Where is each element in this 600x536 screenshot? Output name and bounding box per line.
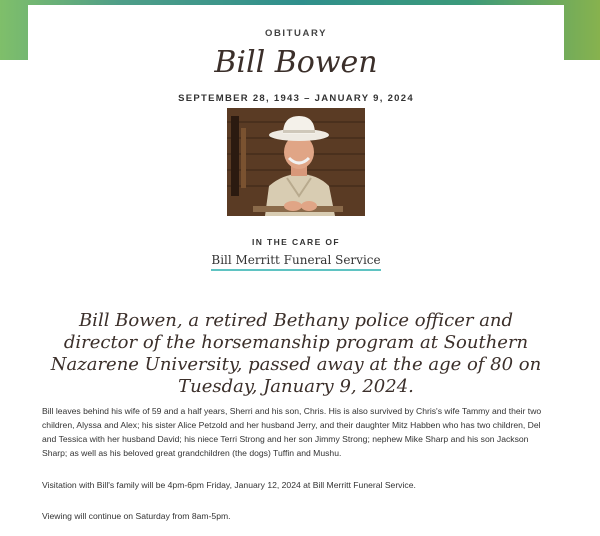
funeral-home-row [28,251,564,269]
portrait-illustration [227,108,365,216]
obituary-headline: Bill Bowen, a retired Bethany police officer and director of the horsemanship program at Southern Nazarene University, passed away at the age of 80 on Tuesday, January 9, 2024. [50,310,542,397]
deceased-name: Bill Bowen [214,45,378,80]
obituary-paragraph-viewing: Viewing will continue on Saturday from 8am-5pm. [42,511,231,521]
care-label: IN THE CARE OF [251,237,341,247]
obituary-card [28,5,564,536]
section-label: OBITUARY [264,28,328,39]
life-dates: SEPTEMBER 28, 1943 – JANUARY 9, 2024 [178,93,414,104]
funeral-home-link[interactable]: Bill Merritt Funeral Service [211,253,380,271]
obituary-paragraph-survivors: Bill leaves behind his wife of 59 and a half years, Sherri and his son, Chris. His is also survived by Chris's wife Tammy and their two children, Alyssa and Alex; his sister Alice Petzold and her husband Jerry, and their daughter Mitz Habben who has two children, Del and Tessica with her husband David; his niece Terri Strong and her son Jimmy Strong; nephew Mike Sharp and his son Jackson Sharp; as well as his beloved great grandchildren (the dogs) Tuffin and Mushu. [42,406,542,458]
obituary-paragraph-visitation: Visitation with Bill's family will be 4pm-6pm Friday, January 12, 2024 at Bill Merritt Funeral Service. [42,480,416,490]
portrait-photo [227,108,365,216]
